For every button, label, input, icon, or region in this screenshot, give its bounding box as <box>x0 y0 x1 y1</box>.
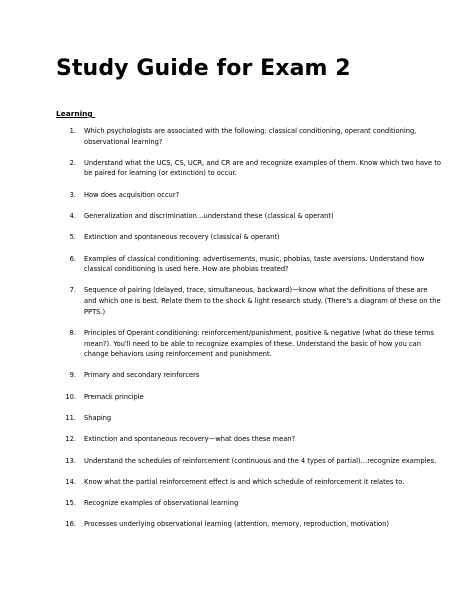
item-text: Understand the schedules of reinforcement (continuous and the 4 types of partial)…recognize examples. <box>84 456 437 465</box>
list-item <box>62 519 442 530</box>
item-text: Extinction and spontaneous recovery (classical & operant) <box>84 233 280 242</box>
item-text: Premack principle <box>84 392 144 401</box>
item-number: 7. <box>69 286 76 295</box>
item-number: 14. <box>65 477 76 486</box>
list-item <box>62 370 442 381</box>
item-number: 6. <box>69 254 76 263</box>
item-text: Understand what the UCS, CS, UCR, and CR are and recognize examples of them. Know which two have to be paired for learning (or extinction) to occur. <box>84 158 441 178</box>
list-item <box>62 328 442 360</box>
item-number: 8. <box>69 328 76 337</box>
list-item <box>62 190 442 201</box>
item-number: 16. <box>65 520 76 529</box>
item-number: 11. <box>65 413 76 422</box>
list-item <box>62 434 442 445</box>
item-text: Shaping <box>84 413 112 422</box>
item-number: 10. <box>65 392 76 401</box>
list-item <box>62 158 442 179</box>
item-text: Extinction and spontaneous recovery—what does these mean? <box>84 435 296 444</box>
item-text: Principles of Operant conditioning: reinforcement/punishment, positive & negative (what do these terms mean?). You'll need to be able to recognize examples of these. Understand the basic of how you can change behaviors using reinforcement and punishment. <box>84 328 434 359</box>
study-question-list <box>62 126 442 541</box>
list-item <box>62 232 442 243</box>
item-text: How does acquisition occur? <box>84 190 180 199</box>
document-title: Study Guide for Exam 2 <box>56 56 351 81</box>
list-item <box>62 498 442 509</box>
item-text: Recognize examples of observational learning <box>84 499 239 508</box>
item-text: Which psychologists are associated with the following: classical conditioning, operant conditioning, observational learning? <box>84 127 417 146</box>
item-text: Primary and secondary reinforcers <box>84 371 200 380</box>
item-number: 12. <box>65 435 76 444</box>
item-text: Sequence of pairing (delayed, trace, simultaneous, backward)—know what the definitions of these are and which one is best. Relate them to the shock & light research study. (There's a diagram of these on the PPTS.) <box>84 286 441 316</box>
list-item <box>62 254 442 275</box>
item-number: 9. <box>69 371 76 380</box>
list-item <box>62 477 442 488</box>
list-item <box>62 126 442 147</box>
list-item <box>62 392 442 403</box>
item-number: 15. <box>65 499 76 508</box>
item-number: 4. <box>69 212 76 221</box>
item-text: Examples of classical conditioning: advertisements, music, phobias, taste aversions. Understand how classical conditioning is used here. How are phobias treated? <box>84 254 425 274</box>
item-text: Processes underlying observational learning (attention, memory, reproduction, motivation) <box>84 520 389 529</box>
item-number: 5. <box>69 233 76 242</box>
item-number: 3. <box>69 190 76 199</box>
item-number: 2. <box>69 158 76 167</box>
item-number: 13. <box>65 456 76 465</box>
list-item <box>62 413 442 424</box>
item-text: Know what the partial reinforcement effect is and which schedule of reinforcement it relates to. <box>84 477 405 486</box>
section-heading-learning: Learning <box>56 109 96 118</box>
list-item <box>62 211 442 222</box>
list-item <box>62 285 442 317</box>
item-number: 1. <box>69 127 76 135</box>
item-text: Generalization and discrimination…understand these (classical & operant) <box>84 212 334 221</box>
list-item <box>62 456 442 467</box>
